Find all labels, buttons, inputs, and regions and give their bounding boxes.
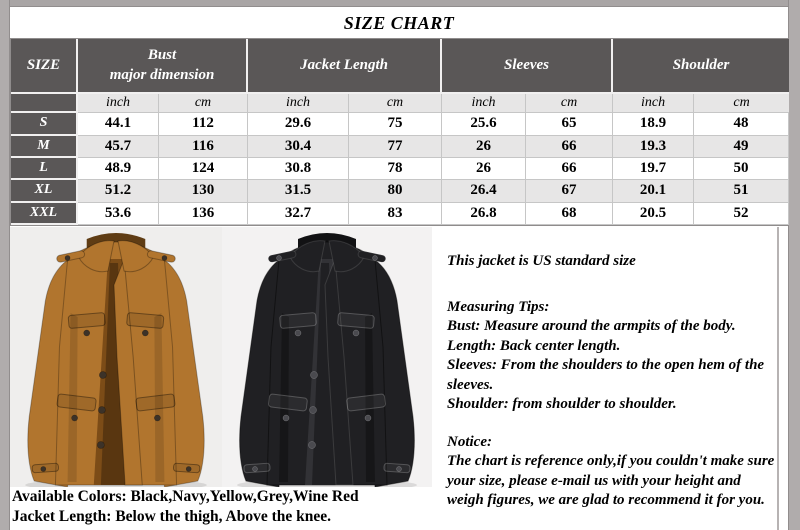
value-cell: 112 [159, 113, 248, 135]
notice-title: Notice: [447, 433, 492, 450]
value-cell: 77 [349, 136, 442, 158]
bust-label-line2: major dimension [109, 67, 215, 84]
value-cell: 20.5 [613, 203, 694, 225]
value-cell: 136 [159, 203, 248, 225]
value-cell: 66 [526, 136, 613, 158]
tip-shoulder: Shoulder: from shoulder to shoulder. [447, 396, 677, 412]
size-cell: L [11, 158, 78, 180]
unit-cell: cm [159, 94, 248, 113]
table-row [11, 203, 789, 225]
available-colors-line: Available Colors: Black,Navy,Yellow,Grey,Wine Red [12, 488, 359, 505]
measuring-info-block [447, 252, 777, 511]
unit-row-size-cell [11, 94, 78, 113]
unit-cell: inch [248, 94, 349, 113]
value-cell: 80 [349, 180, 442, 202]
page-title: SIZE CHART [343, 13, 455, 33]
camel-jacket-illustration [10, 227, 222, 487]
standard-size-note: This jacket is US standard size [447, 253, 636, 269]
size-cell: XL [11, 180, 78, 202]
value-cell: 31.5 [248, 180, 349, 202]
value-cell: 116 [159, 136, 248, 158]
bust-column-header [78, 39, 248, 94]
value-cell: 30.8 [248, 158, 349, 180]
value-cell: 48 [694, 113, 789, 135]
value-cell: 29.6 [248, 113, 349, 135]
camel-jacket-image [10, 227, 222, 487]
table-header-row [11, 39, 789, 94]
table-row [11, 136, 789, 158]
value-cell: 66 [526, 158, 613, 180]
black-jacket-illustration [222, 227, 432, 487]
value-cell: 49 [694, 136, 789, 158]
jacket-length-column-header: Jacket Length [248, 39, 442, 94]
value-cell: 50 [694, 158, 789, 180]
value-cell: 130 [159, 180, 248, 202]
value-cell: 26 [442, 136, 526, 158]
value-cell: 75 [349, 113, 442, 135]
value-cell: 52 [694, 203, 789, 225]
value-cell: 26 [442, 158, 526, 180]
unit-cell: cm [349, 94, 442, 113]
value-cell: 65 [526, 113, 613, 135]
value-cell: 19.3 [613, 136, 694, 158]
value-cell: 19.7 [613, 158, 694, 180]
unit-cell: inch [442, 94, 526, 113]
notice-body: The chart is reference only,if you couldn't make sure your size, please e-mail us with your height and weigh figures, we are glad to recommend it for you. [447, 453, 775, 508]
table-row [11, 158, 789, 180]
footer-block [12, 487, 442, 527]
tip-length: Length: Back center length. [447, 337, 621, 354]
value-cell: 26.4 [442, 180, 526, 202]
unit-cell: inch [613, 94, 694, 113]
tip-sleeves: Sleeves: From the shoulders to the open hem of the sleeves. [447, 357, 765, 393]
top-edge-strip [0, 0, 800, 7]
value-cell: 68 [526, 203, 613, 225]
left-edge-strip [0, 0, 10, 530]
tip-bust: Bust: Measure around the armpits of the body. [447, 318, 736, 334]
value-cell: 45.7 [78, 136, 159, 158]
unit-header-row [11, 94, 789, 113]
size-cell: XXL [11, 203, 78, 225]
value-cell: 83 [349, 203, 442, 225]
right-edge-strip [788, 0, 800, 530]
unit-cell: inch [78, 94, 159, 113]
sleeves-column-header: Sleeves [442, 39, 613, 94]
table-row [11, 113, 789, 135]
unit-cell: cm [694, 94, 789, 113]
value-cell: 124 [159, 158, 248, 180]
measuring-tips-title: Measuring Tips: [447, 298, 550, 315]
value-cell: 67 [526, 180, 613, 202]
jacket-length-line: Jacket Length: Below the thigh, Above the knee. [12, 508, 332, 525]
value-cell: 44.1 [78, 113, 159, 135]
value-cell: 26.8 [442, 203, 526, 225]
value-cell: 32.7 [248, 203, 349, 225]
right-divider-line [777, 227, 779, 530]
value-cell: 53.6 [78, 203, 159, 225]
shoulder-column-header: Shoulder [613, 39, 789, 94]
value-cell: 25.6 [442, 113, 526, 135]
value-cell: 18.9 [613, 113, 694, 135]
value-cell: 51.2 [78, 180, 159, 202]
table-row [11, 180, 789, 202]
size-cell: S [11, 113, 78, 135]
value-cell: 78 [349, 158, 442, 180]
value-cell: 30.4 [248, 136, 349, 158]
value-cell: 20.1 [613, 180, 694, 202]
size-cell: M [11, 136, 78, 158]
value-cell: 51 [694, 180, 789, 202]
size-chart-table [10, 38, 788, 226]
bust-label-line1: Bust [147, 47, 177, 64]
value-cell: 48.9 [78, 158, 159, 180]
black-jacket-image [222, 227, 432, 487]
size-column-header: SIZE [11, 39, 78, 94]
unit-cell: cm [526, 94, 613, 113]
